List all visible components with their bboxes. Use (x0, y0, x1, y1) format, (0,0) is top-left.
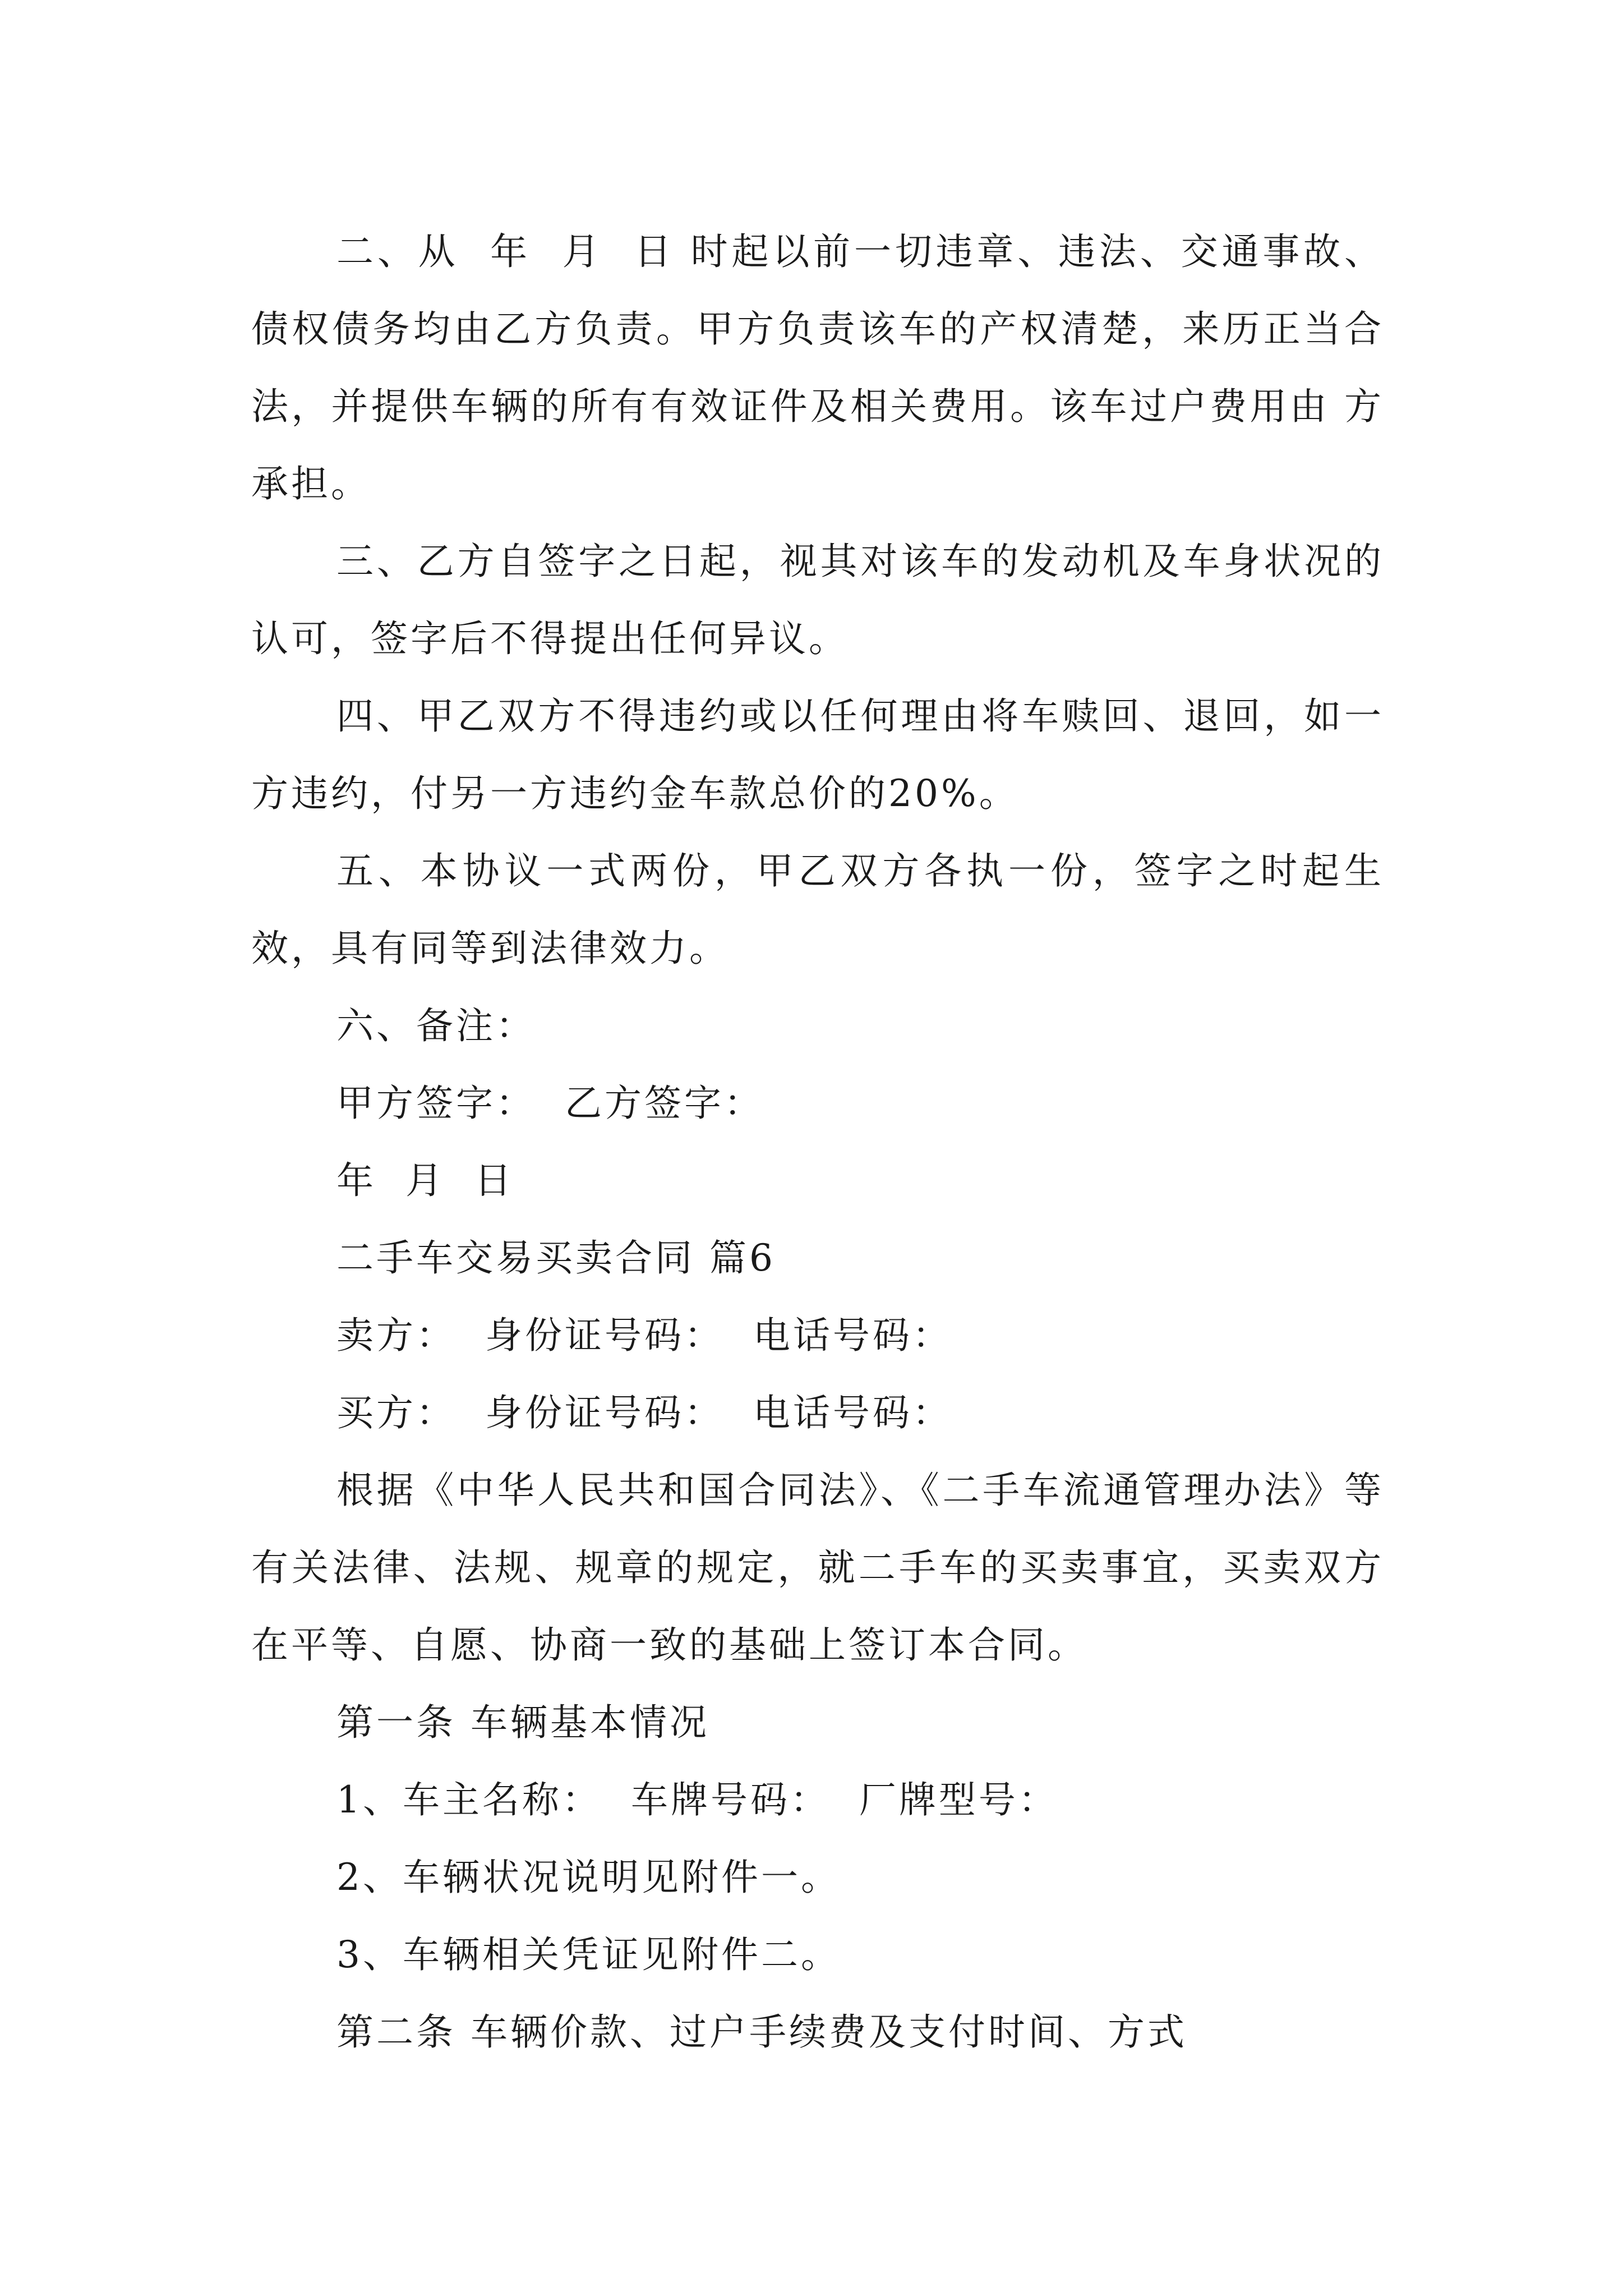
clause-5-copies: 五、本协议一式两份，甲乙双方各执一份，签字之时起生效，具有同等到法律效力。 (251, 849, 1384, 970)
signature-line: 甲方签字： 乙方签字： (336, 1082, 764, 1125)
article-2-heading: 第二条 车辆价款、过户手续费及支付时间、方式 (336, 2010, 1187, 2054)
article-1-item-3: 3、车辆相关凭证见附件二。 (336, 1933, 841, 1976)
article-1-item-1: 1、车主名称： 车牌号码： 厂牌型号： (336, 1778, 1058, 1821)
article-1-heading: 第一条 车辆基本情况 (336, 1701, 709, 1744)
seller-info-line: 卖方： 身份证号码： 电话号码： (336, 1314, 952, 1357)
clause-6-notes: 六、备注： (336, 1004, 536, 1047)
buyer-info-line: 买方： 身份证号码： 电话号码： (336, 1391, 952, 1434)
clause-2-liability: 二、从 年 月 日 时起以前一切违章、违法、交通事故、债权债务均由乙方负责。甲方负责该车的产权清楚，来历正当合法，并提供车辆的所有有效证件及相关费用。该车过户费用由 方承担。 (251, 230, 1384, 505)
clause-4-breach: 四、甲乙双方不得违约或以任何理由将车赎回、退回，如一方违约，付另一方违约金车款总价的20%。 (251, 694, 1384, 815)
contract-title: 二手车交易买卖合同 篇6 (336, 1236, 776, 1280)
preamble: 根据《中华人民共和国合同法》、《二手车流通管理办法》等有关法律、法规、规章的规定，就二手车的买卖事宜，买卖双方在平等、自愿、协商一致的基础上签订本合同。 (251, 1469, 1384, 1667)
clause-3-acceptance: 三、乙方自签字之日起，视其对该车的发动机及车身状况的认可，签字后不得提出任何异议。 (251, 540, 1384, 660)
date-line: 年 月 日 (336, 1159, 514, 1202)
contract-body (251, 213, 1384, 2071)
article-1-item-2: 2、车辆状况说明见附件一。 (336, 1856, 841, 1899)
